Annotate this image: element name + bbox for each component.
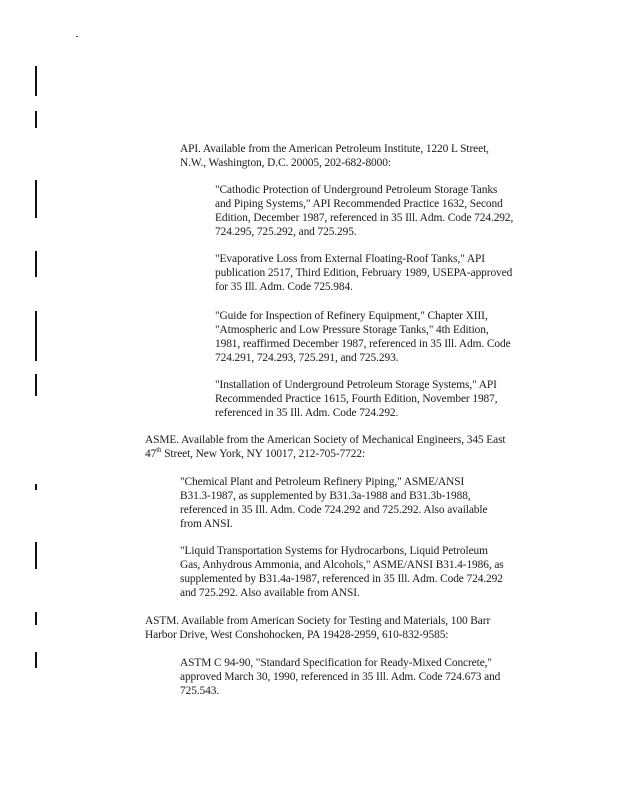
entry-line: 724.295, 725.292, and 725.295. bbox=[215, 226, 357, 238]
astm-intro bbox=[145, 614, 490, 642]
revision-bar bbox=[35, 374, 37, 396]
revision-bar bbox=[35, 652, 37, 668]
entry-line: publication 2517, Third Edition, February 1989, USEPA-approved bbox=[215, 267, 513, 279]
entry-line: approved March 30, 1990, referenced in 35 Ill. Adm. Code 724.673 and bbox=[180, 671, 501, 683]
astm-entry-concrete bbox=[180, 656, 500, 698]
entry-line: B31.3-1987, as supplemented by B31.3a-1988 and B31.3b-1988, bbox=[180, 490, 471, 502]
page-speck bbox=[76, 36, 78, 37]
asme-intro-line: ASME. Available from the American Society of Mechanical Engineers, 345 East bbox=[145, 434, 506, 446]
entry-line: "Atmospheric and Low Pressure Storage Tanks," 4th Edition, bbox=[215, 324, 489, 336]
asme-intro-line bbox=[145, 447, 505, 461]
entry-line: referenced in 35 Ill. Adm. Code 724.292. bbox=[215, 407, 399, 419]
entry-line: "Installation of Underground Petroleum Storage Systems," API bbox=[215, 379, 497, 391]
entry-line: "Evaporative Loss from External Floating-Roof Tanks," API bbox=[215, 253, 485, 265]
api-entry-cathodic bbox=[215, 183, 513, 239]
entry-line: referenced in 35 Ill. Adm. Code 724.292 and 725.292. Also available bbox=[180, 504, 488, 516]
entry-line: "Guide for Inspection of Refinery Equipment," Chapter XIII, bbox=[215, 310, 488, 322]
ordinal-suffix: th bbox=[156, 446, 162, 455]
api-entry-installation bbox=[215, 378, 498, 420]
asme-address: Street, New York, NY 10017, 212-705-7722: bbox=[161, 448, 366, 460]
astm-intro-line: Harbor Drive, West Conshohocken, PA 19428-2959, 610-832-9585: bbox=[145, 629, 449, 641]
revision-bar bbox=[35, 542, 37, 569]
entry-line: from ANSI. bbox=[180, 518, 233, 530]
revision-bar bbox=[35, 111, 37, 128]
entry-line: Edition, December 1987, referenced in 35 Ill. Adm. Code 724.292, bbox=[215, 212, 514, 224]
entry-line: for 35 Ill. Adm. Code 725.984. bbox=[215, 281, 353, 293]
revision-bar bbox=[35, 66, 37, 96]
api-intro-line: API. Available from the American Petroleum Institute, 1220 L Street, bbox=[180, 143, 489, 155]
entry-line: "Liquid Transportation Systems for Hydrocarbons, Liquid Petroleum bbox=[180, 545, 488, 557]
entry-line: 1981, reaffirmed December 1987, referenced in 35 Ill. Adm. Code bbox=[215, 338, 511, 350]
astm-intro-line: ASTM. Available from American Society for Testing and Materials, 100 Barr bbox=[145, 615, 491, 627]
entry-line: Recommended Practice 1615, Fourth Edition, November 1987, bbox=[215, 393, 498, 405]
api-entry-refinery-guide bbox=[215, 309, 511, 365]
entry-line: and 725.292. Also available from ANSI. bbox=[180, 587, 360, 599]
entry-line: 725.543. bbox=[180, 685, 220, 697]
revision-bar bbox=[35, 180, 37, 218]
entry-line: "Chemical Plant and Petroleum Refinery Piping," ASME/ANSI bbox=[180, 476, 465, 488]
api-intro-line: N.W., Washington, D.C. 20005, 202-682-8000: bbox=[180, 157, 391, 169]
revision-bar bbox=[35, 251, 37, 277]
entry-line: ASTM C 94-90, "Standard Specification for Ready-Mixed Concrete," bbox=[180, 657, 492, 669]
asme-entry-refinery-piping bbox=[180, 475, 487, 531]
api-intro bbox=[180, 142, 489, 170]
asme-intro bbox=[145, 433, 505, 461]
revision-bar bbox=[35, 311, 37, 361]
entry-line: 724.291, 724.293, 725.291, and 725.293. bbox=[215, 352, 399, 364]
asme-street-number: 47 bbox=[145, 448, 157, 460]
entry-line: Gas, Anhydrous Ammonia, and Alcohols," ASME/ANSI B31.4-1986, as bbox=[180, 559, 504, 571]
entry-line: supplemented by B31.4a-1987, referenced in 35 Ill. Adm. Code 724.292 bbox=[180, 573, 503, 585]
api-entry-evaporative bbox=[215, 252, 512, 294]
entry-line: and Piping Systems," API Recommended Practice 1632, Second bbox=[215, 198, 503, 210]
asme-entry-liquid-transport bbox=[180, 544, 504, 600]
revision-bar bbox=[35, 612, 37, 625]
revision-bar bbox=[35, 484, 37, 490]
entry-line: "Cathodic Protection of Underground Petroleum Storage Tanks bbox=[215, 184, 498, 196]
